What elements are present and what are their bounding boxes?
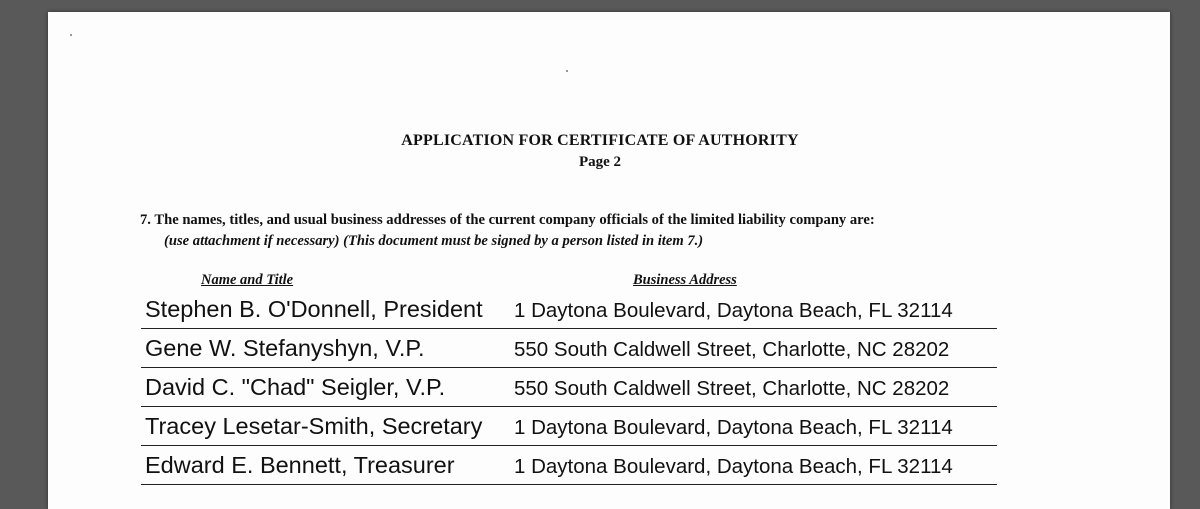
officer-business-address: 1 Daytona Boulevard, Daytona Beach, FL 32114 (514, 455, 953, 478)
officers-table (141, 290, 997, 485)
officer-name-title: Edward E. Bennett, Treasurer (145, 452, 455, 478)
officer-name-title: Gene W. Stefanyshyn, V.P. (145, 335, 425, 361)
table-row (141, 407, 997, 446)
officer-business-address: 550 South Caldwell Street, Charlotte, NC 28202 (514, 377, 950, 400)
column-header-address: Business Address (633, 272, 737, 288)
table-row (141, 368, 997, 407)
document-subtitle: Page 2 (578, 154, 622, 170)
officer-business-address: 1 Daytona Boulevard, Daytona Beach, FL 32114 (514, 416, 953, 439)
item-7-text: The names, titles, and usual business addresses of the current company officials of the limited liability company are: (154, 212, 875, 228)
officer-name-title: Tracey Lesetar-Smith, Secretary (145, 413, 483, 439)
item-7-line (140, 212, 875, 229)
officer-business-address: 550 South Caldwell Street, Charlotte, NC 28202 (514, 338, 950, 361)
officer-business-address: 1 Daytona Boulevard, Daytona Beach, FL 32114 (514, 299, 953, 322)
item-7-number: 7. (140, 212, 151, 228)
scan-speck (70, 34, 72, 36)
officer-name-title: David C. "Chad" Seigler, V.P. (145, 374, 446, 400)
document-title: APPLICATION FOR CERTIFICATE OF AUTHORITY (401, 132, 799, 149)
table-row (141, 329, 997, 368)
officer-name-title: Stephen B. O'Donnell, President (145, 296, 483, 322)
table-row (141, 290, 997, 329)
table-row (141, 446, 997, 485)
document-page (48, 12, 1170, 509)
column-header-name: Name and Title (201, 272, 294, 288)
item-7-note: (use attachment if necessary) (This document must be signed by a person listed in item 7.) (164, 233, 704, 249)
scan-speck (566, 70, 568, 72)
